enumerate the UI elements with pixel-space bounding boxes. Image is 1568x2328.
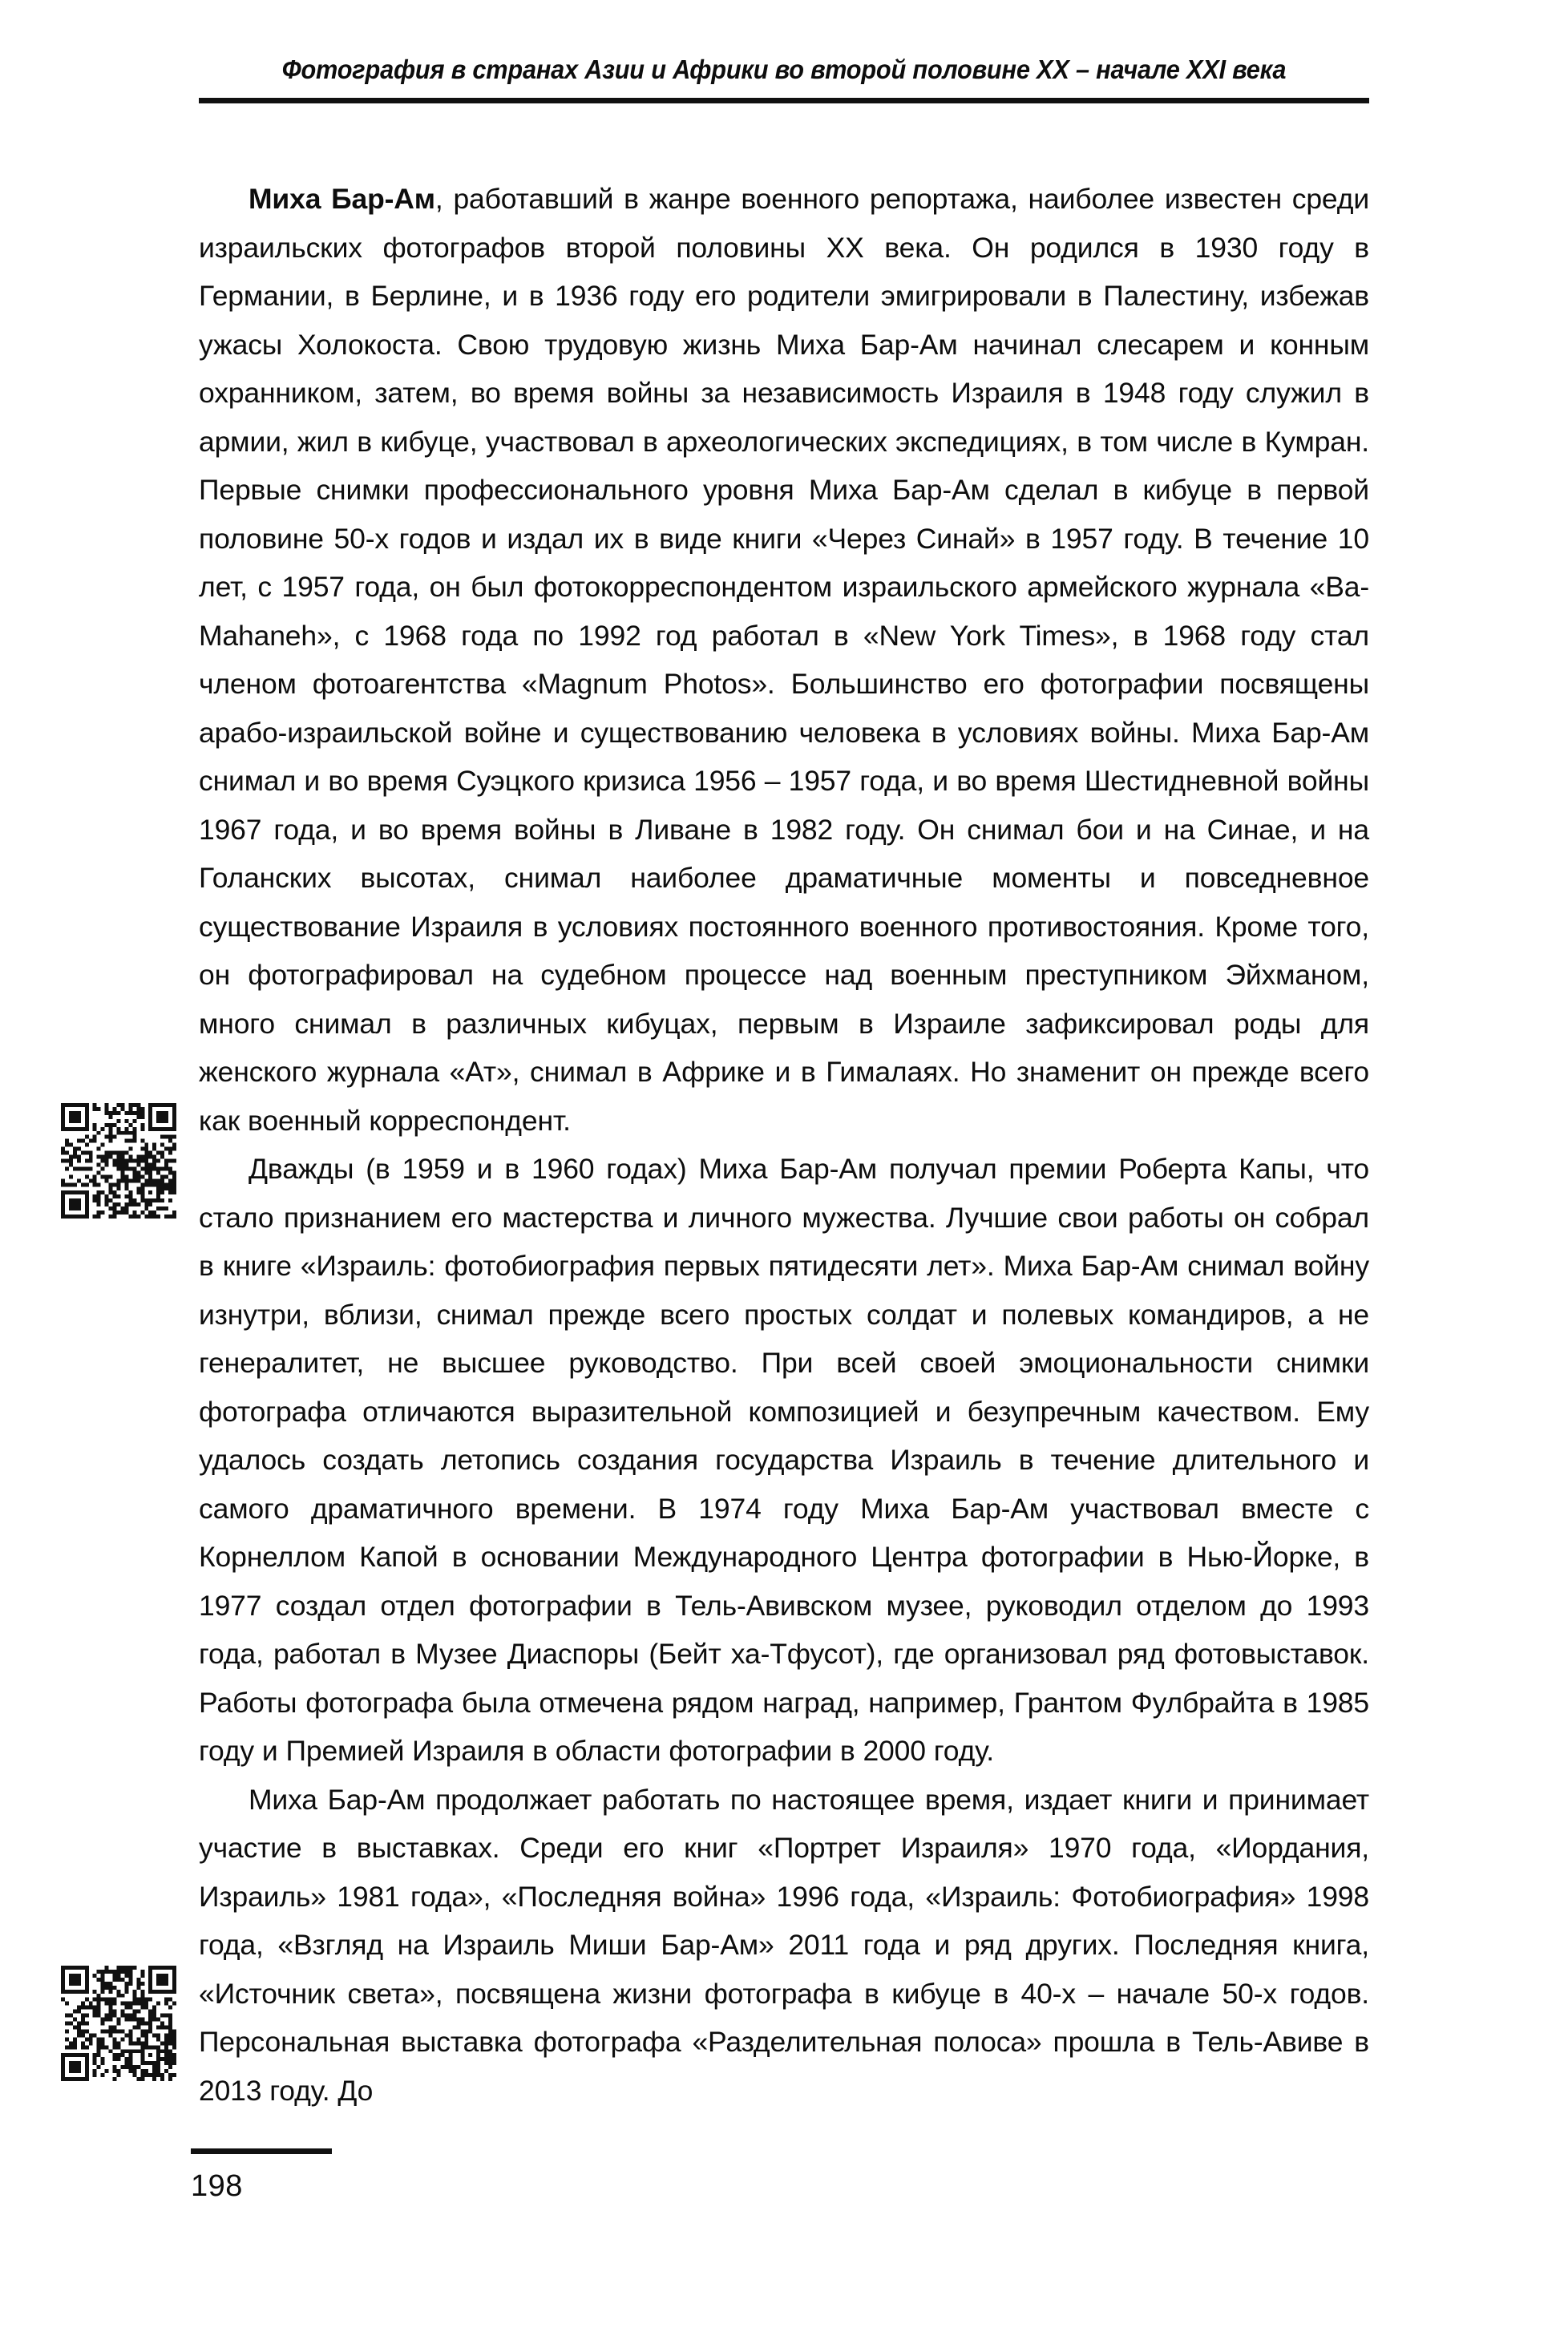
body-text-column	[199, 175, 1369, 2115]
qr-code	[61, 1966, 176, 2081]
paragraph-1	[199, 175, 1369, 1145]
paragraph-1-lead-in: Миха Бар-Ам	[249, 183, 435, 215]
header-rule	[199, 98, 1369, 103]
qr-code	[61, 1103, 176, 1219]
running-head: Фотография в странах Азии и Африки во второй половине XX – начале XXI века	[281, 55, 1287, 84]
paragraph-1-text: , работавший в жанре военного репортажа, наиболее известен среди израильских фотографов второй половины XX века. Он родился в 1930 году в Германии, в Берлине, и в 1936 году его родители эмигрировали в Палестину, избежав ужасы Холокоста. Свою трудовую жизнь Миха Бар-Ам начинал слесарем и конным охранником, затем, во время войны за независимость Израиля в 1948 году служил в армии, жил в кибуце, участвовал в археологических экспедициях, в том числе в Кумран. Первые снимки профессионального уровня Миха Бар-Ам сделал в кибуце в первой половине 50-х годов и издал их в виде книги «Через Синай» в 1957 году. В течение 10 лет, с 1957 года, он был фотокорреспондентом израильского армейского журнала «Ba-Mahaneh», с 1968 года по 1992 год работал в «New York Times», в 1968 году стал членом фотоагентства «Magnum Photos». Большинство его фотографии посвящены арабо-израильской войне и существованию человека в условиях войны. Миха Бар-Ам снимал и во время Суэцкого кризиса 1956 – 1957 года, и во время Шестидневной войны 1967 года, и во время войны в Ливане в 1982 году. Он снимал бои и на Синае, и на Голанских высотах, снимал наиболее драматичные моменты и повседневное существование Израиля в условиях постоянного военного противостояния. Кроме того, он фотографировал на судебном процессе над военным преступником Эйхманом, много снимал в различных кибуцах, первым в Израиле зафиксировал роды для женского журнала «Ат», снимал в Африке и в Гималаях. Но знаменит он прежде всего как военный корреспондент.	[199, 183, 1369, 1137]
paragraph-2: Дважды (в 1959 и в 1960 годах) Миха Бар-Ам получал премии Роберта Капы, что стало признанием его мастерства и личного мужества. Лучшие свои работы он собрал в книге «Израиль: фотобиография первых пятидесяти лет». Миха Бар-Ам снимал войну изнутри, вблизи, снимал прежде всего простых солдат и полевых командиров, а не генералитет, не высшее руководство. При всей своей эмоциональности снимки фотографа отличаются выразительной композицией и безупречным качеством. Ему удалось создать летопись создания государства Израиль в течение длительного и самого драматичного времени. В 1974 году Миха Бар-Ам участвовал вместе с Корнеллом Капой в основании Международного Центра фотографии в Нью-Йорке, в 1977 создал отдел фотографии в Тель-Авивском музее, руководил отделом до 1993 года, работал в Музее Диаспоры (Бейт ха-Тфусот), где организовал ряд фотовыставок. Работы фотографа была отмечена рядом наград, например, Грантом Фулбрайта в 1985 году и Премией Израиля в области фотографии в 2000 году.	[199, 1153, 1369, 1767]
paragraph-3: Миха Бар-Ам продолжает работать по настоящее время, издает книги и принимает участие в выставках. Среди его книг «Портрет Израиля» 1970 года, «Иордания, Израиль» 1981 года», «Последняя война» 1996 года, «Израиль: Фотобиография» 1998 года, «Взгляд на Израиль Миши Бар-Ам» 2011 года и ряд других. Последняя книга, «Источник света», посвящена жизни фотографа в кибуце в 40-х – начале 50-х годов. Персональная выставка фотографа «Разделительная полоса» прошла в Тель-Авиве в 2013 году. До	[199, 1783, 1369, 2107]
footer-rule	[191, 2148, 332, 2154]
page-number: 198	[191, 2169, 243, 2203]
